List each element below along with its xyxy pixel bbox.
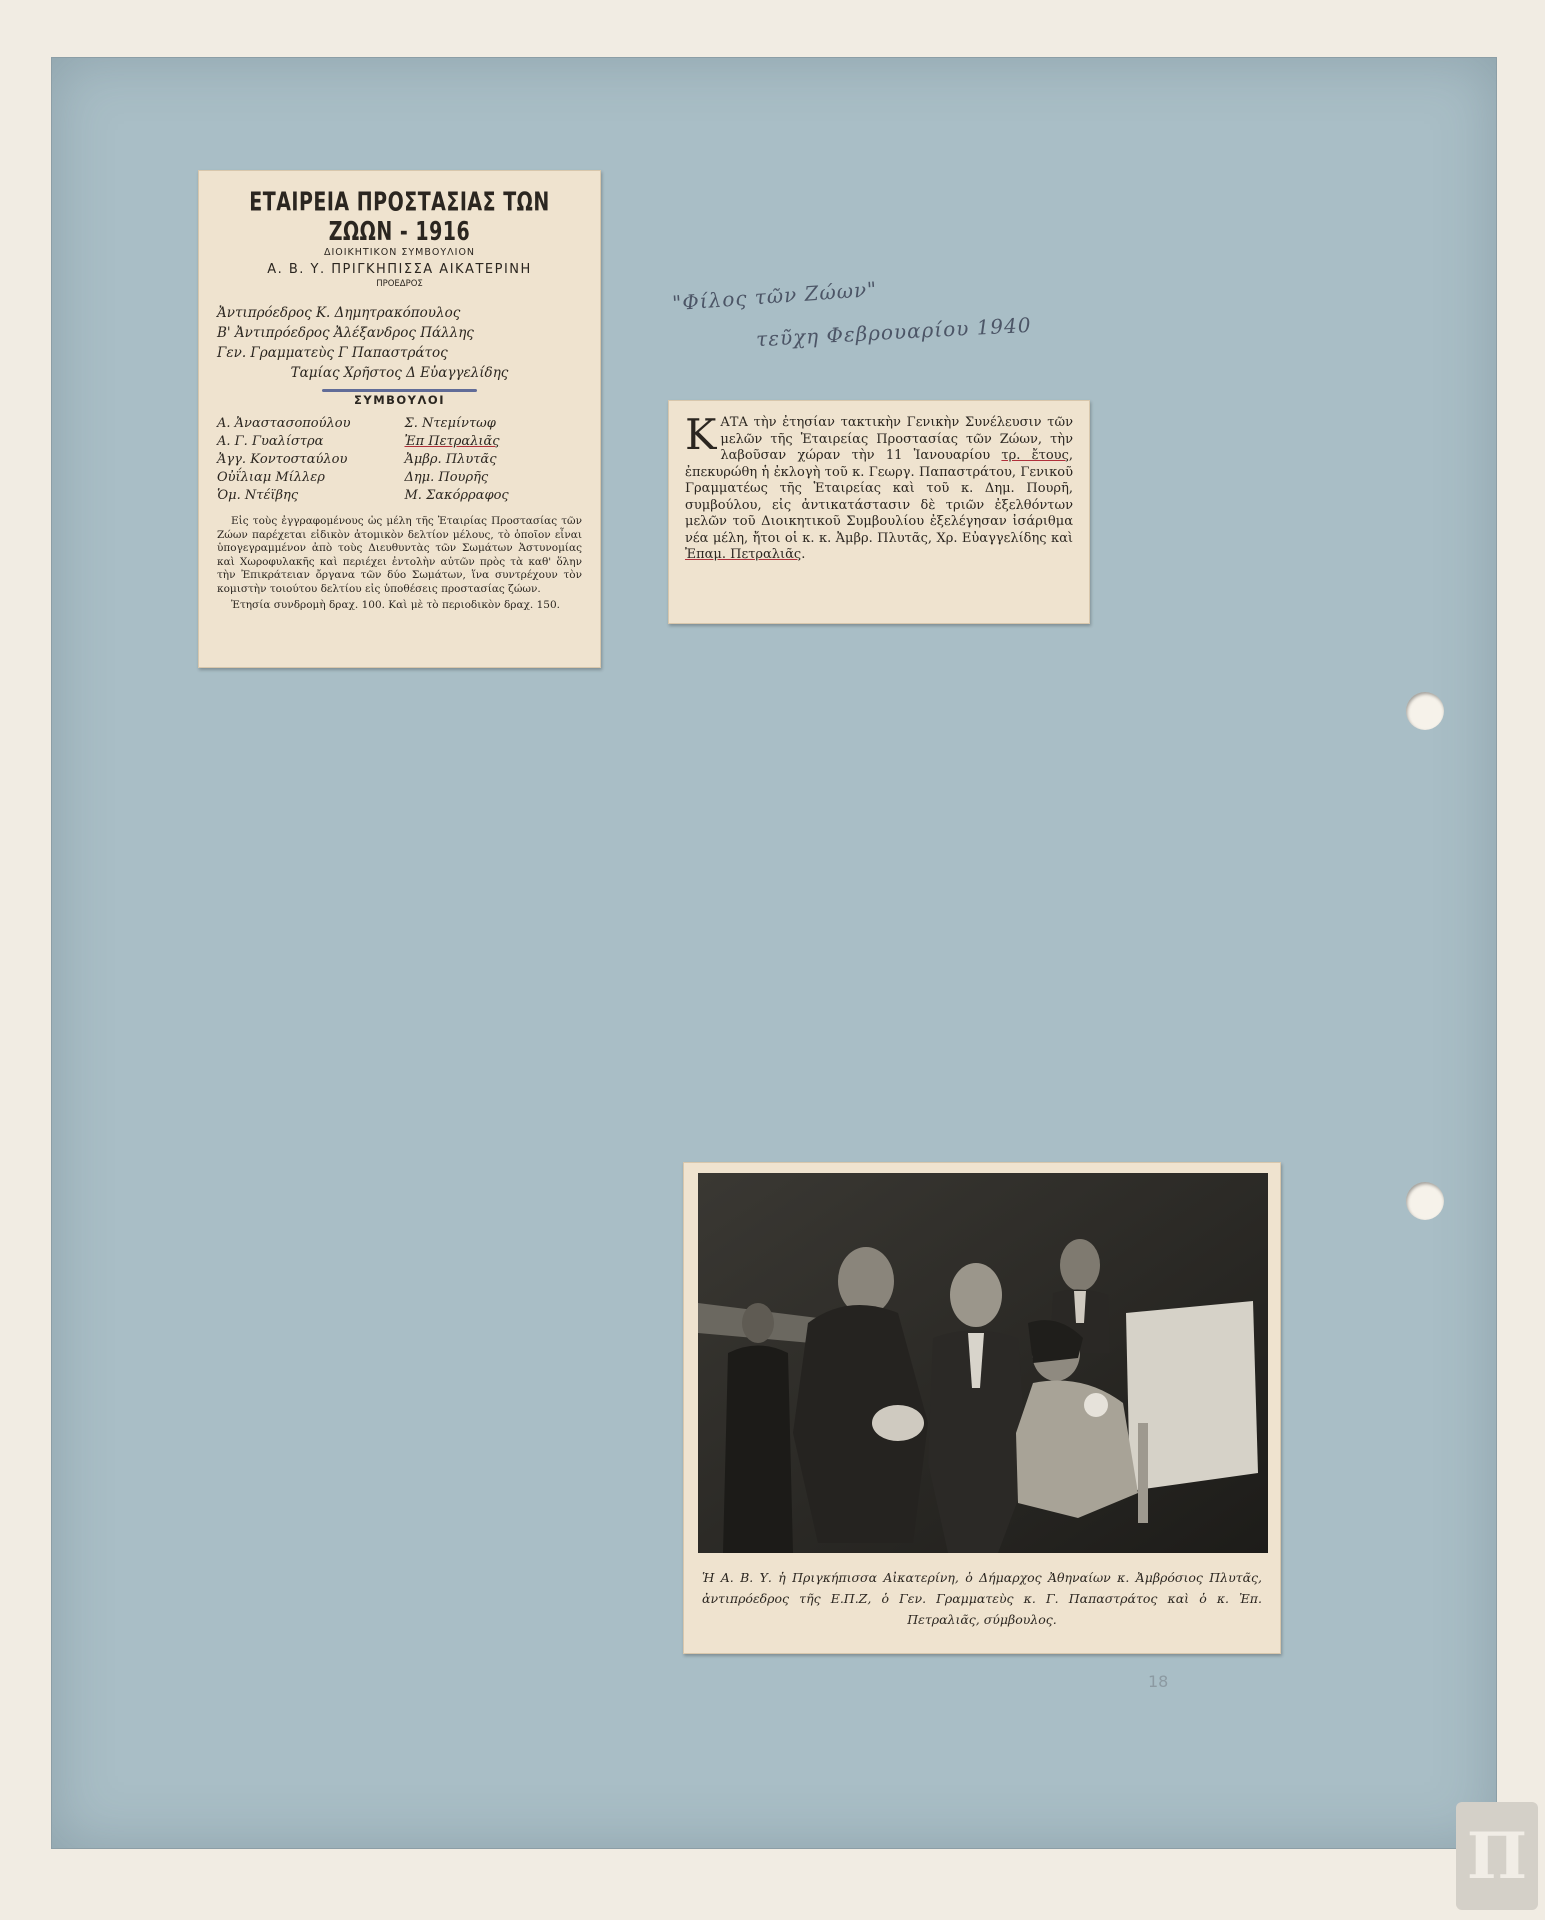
council-member: Δημ. Πουρῆς — [404, 470, 489, 485]
photograph-image — [698, 1173, 1268, 1553]
binder-hole-top — [1406, 692, 1444, 730]
notice-title: ΕΤΑΙΡΕΙΑ ΠΡΟΣΤΑΣΙΑΣ ΤΩΝ ΖΩΩΝ - 1916 — [249, 187, 550, 247]
archive-logo-icon: Π — [1466, 1818, 1528, 1894]
article-text: . — [801, 547, 806, 562]
council-member: Σ. Ντεμίντωφ — [404, 416, 496, 431]
council-member: Μ. Σακόρραφος — [404, 488, 509, 503]
president-name: Α. Β. Υ. ΠΡΙΓΚΗΠΙΣΣΑ ΑΙΚΑΤΕΡΙΝΗ — [267, 262, 532, 277]
council-member: Ἀμβρ. Πλυτᾶς — [404, 452, 497, 467]
officers-list — [217, 303, 582, 383]
article-underlined-name: Ἐπαμ. Πετραλιᾶς — [685, 547, 802, 562]
article-text: ΑΤΑ τὴν ἐτησίαν τακτικὴν Γενικὴν Συνέλευσιν τῶν μελῶν τῆς Ἑταιρείας Προστασίας τῶν Ζώων, τὴν λαβοῦσαν χώραν τὴν 11 Ἰανουαρίου — [720, 415, 1073, 463]
council-heading: ΣΥΜΒΟΥΛΟΙ — [217, 393, 582, 407]
society-notice-clipping — [198, 170, 601, 668]
photo-caption: Ἡ Α. Β. Υ. ἡ Πριγκήπισσα Αἰκατερίνη, ὁ Δήμαρχος Ἀθηναίων κ. Ἀμβρόσιος Πλυτᾶς, ἀντιπρόεδρος τῆς Ε.Π.Ζ, ὁ Γεν. Γραμματεὺς κ. Γ. Παπαστράτος καὶ ὁ κ. Ἐπ. Πετραλιᾶς, σύμβουλος. — [702, 1570, 1262, 1627]
council-member: Οὐΐλιαμ Μίλλερ — [217, 470, 325, 485]
drop-cap: Κ — [685, 410, 717, 459]
handwritten-source-note — [671, 276, 1092, 364]
council-member: Ὁμ. Ντέϊβης — [217, 488, 299, 503]
council-member: Α. Ἀναστασοπούλου — [217, 416, 351, 431]
group-photograph — [698, 1173, 1268, 1553]
membership-fee: Ἐτησία συνδρομὴ δραχ. 100. Καὶ μὲ τὸ περιοδικὸν δραχ. 150. — [231, 599, 560, 611]
officer-line: Β' Ἀντιπρόεδρος Ἀλέξανδρος Πάλλης — [217, 325, 474, 341]
handwriting-line: "Φίλος τῶν Ζώων" — [671, 276, 879, 316]
council-members — [217, 415, 582, 505]
binder-hole-bottom — [1406, 1182, 1444, 1220]
officer-line: Ἀντιπρόεδρος Κ. Δημητρακόπουλος — [217, 305, 461, 321]
handwriting-line: τεῦχη Φεβρουαρίου 1940 — [755, 312, 1033, 352]
photo-clipping — [683, 1162, 1281, 1654]
notice-subtitle: ΔΙΟΙΚΗΤΙΚΟΝ ΣΥΜΒΟΥΛΙΟΝ — [323, 247, 476, 258]
pencil-page-number: 18 — [1148, 1672, 1169, 1691]
article-underlined-text: τρ. ἔτους — [1001, 448, 1069, 463]
article-text: , ἐπεκυρώθη ἡ ἐκλογὴ τοῦ κ. Γεωργ. Παπαστράτου, Γενικοῦ Γραμματέως τῆς Ἑταιρείας καὶ τοῦ κ. Δημ. Πουρῆ, συμβούλου, εἰς ἀντικατάστασιν δὲ τριῶν ἐξελθόντων μελῶν τοῦ Διοικητικοῦ Συμβουλίου ἐξελέγησαν ἰσάριθμα νέα μέλη, ἤτοι οἱ κ. κ. Ἀμβρ. Πλυτᾶς, Χρ. Εὐαγγελίδης καὶ — [685, 448, 1073, 546]
assembly-article-clipping — [668, 400, 1090, 624]
archive-watermark-logo — [1456, 1802, 1538, 1910]
officer-line: Γεν. Γραμματεὺς Γ Παπαστράτος — [217, 345, 448, 361]
council-member: Α. Γ. Γυαλίστρα — [217, 434, 324, 449]
officer-line: Ταμίας Χρῆστος Δ Εὐαγγελίδης — [290, 365, 509, 381]
council-member: Ἀγγ. Κοντοσταύλου — [217, 452, 348, 467]
president-role: ΠΡΟΕΔΡΟΣ — [376, 279, 423, 289]
membership-note: Εἰς τοὺς ἐγγραφομένους ὡς μέλη τῆς Ἑταιρίας Προστασίας τῶν Ζώων παρέχεται εἰδικὸν ἀτομικὸν δελτίον μέλους, τὸ ὁποῖον εἶναι ὑπογεγραμμένον ἀπὸ τοὺς Διευθυντὰς τῶν Σωμάτων Ἀστυνομίας καὶ Χωροφυλακῆς καὶ περιέχει ἐντολὴν αὐτῶν πρὸς τὰ καθ' ὅλην τὴν Ἐπικράτειαν ὄργανα τῶν δύο Σωμάτων, ἵνα συντρέχουν τὸν κομιστὴν τοιούτου δελτίου εἰς ὑποθέσεις προστασίας ζώων. — [217, 515, 582, 595]
council-member: Ἐπ Πετραλιᾶς — [404, 434, 500, 449]
